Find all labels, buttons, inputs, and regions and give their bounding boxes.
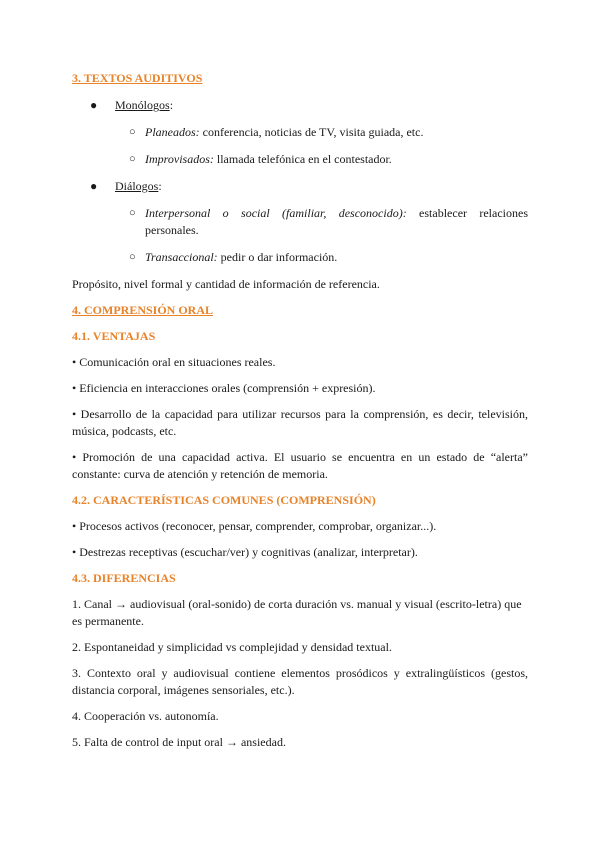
black-circle-bullet-icon: ● — [90, 179, 98, 193]
subsection-4-2-heading: 4.2. CARACTERÍSTICAS COMUNES (COMPRENSIÓN) — [72, 493, 376, 507]
section-4-heading: 4. COMPRENSIÓN ORAL — [72, 303, 214, 317]
subsection-4-3-heading: 4.3. DIFERENCIAS — [72, 571, 176, 585]
section-3-heading: 3. TEXTOS AUDITIVOS — [72, 71, 203, 85]
hollow-circle-bullet-icon: ○ — [129, 153, 136, 165]
list-item-planeados: ○ Planeados: conferencia, noticias de TV, visita guiada, etc. — [129, 125, 424, 139]
black-circle-bullet-icon: ● — [90, 98, 98, 112]
list-item: • Desarrollo de la capacidad para utilizar recursos para la comprensión, es decir, televisión, música, podcasts, etc. — [72, 407, 528, 438]
list-item-transaccional: ○ Transaccional: pedir o dar información. — [129, 250, 338, 264]
subsection-4-1-heading: 4.1. VENTAJAS — [72, 329, 156, 343]
list-item: 5. Falta de control de input oral → ansiedad. — [72, 735, 286, 749]
list-item: • Comunicación oral en situaciones reales. — [72, 355, 276, 369]
list-item: • Promoción de una capacidad activa. El usuario se encuentra en un estado de “alerta” constante: curva de atención y retención de memoria. — [72, 450, 528, 481]
hollow-circle-bullet-icon: ○ — [129, 207, 136, 219]
list-item: 4. Cooperación vs. autonomía. — [72, 709, 219, 723]
purpose-text: Propósito, nivel formal y cantidad de información de referencia. — [72, 277, 380, 291]
list-item: • Eficiencia en interacciones orales (comprensión + expresión). — [72, 381, 376, 395]
list-item: 1. Canal → audiovisual (oral-sonido) de corta duración vs. manual y visual (escrito-letra) que es permanente. — [72, 597, 522, 628]
list-item: 2. Espontaneidad y simplicidad vs complejidad y densidad textual. — [72, 640, 392, 654]
list-item-interpersonal: ○ Interpersonal o social (familiar, desconocido): establecer relaciones personales. — [129, 206, 528, 237]
list-item-improvisados: ○ Improvisados: llamada telefónica en el contestador. — [129, 152, 392, 166]
hollow-circle-bullet-icon: ○ — [129, 251, 136, 263]
list-item: • Procesos activos (reconocer, pensar, comprender, comprobar, organizar...). — [72, 519, 437, 533]
list-item-monologos: ● Monólogos: — [90, 98, 174, 112]
document-page — [72, 70, 528, 751]
list-item-dialogos: ● Diálogos: — [90, 179, 162, 193]
hollow-circle-bullet-icon: ○ — [129, 126, 136, 138]
list-item: • Destrezas receptivas (escuchar/ver) y cognitivas (analizar, interpretar). — [72, 545, 418, 559]
list-item: 3. Contexto oral y audiovisual contiene elementos prosódicos y extralingüísticos (gestos, distancia corporal, imágenes sensoriales, etc.). — [72, 666, 528, 697]
